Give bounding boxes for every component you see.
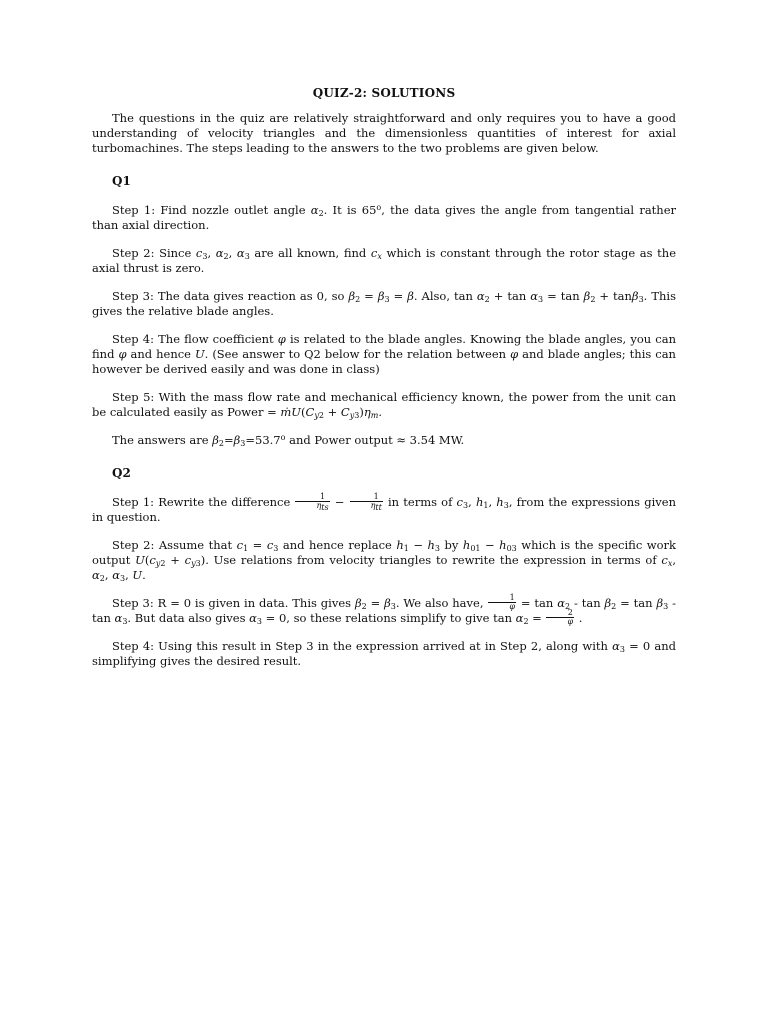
fraction-2-over-phi: $\frac{2}{\varphi}$: [546, 609, 574, 626]
fraction-1-over-eta-ts: $\frac{1}{\eta_{ts}}$: [295, 493, 329, 510]
fraction-1-over-phi: $\frac{1}{\varphi}$: [488, 594, 516, 611]
fraction-1-over-eta-tt: $\frac{1}{\eta_{tt}}$: [350, 493, 383, 510]
q1-step-3: Step 3: The data gives reaction as 0, so $\beta_2 = \beta_3 = \beta$. Also, $\tan \alpha_2 + \tan \alpha_3 = \tan \beta_2 + \tan\beta_3$. This gives the relative blade angles.: [92, 289, 676, 318]
section-heading-q2: Q2: [112, 466, 131, 480]
q2-step-1: Step 1: Rewrite the difference $\frac{1}{\eta_{ts}}$ − $\frac{1}{\eta_{tt}}$ in terms of $c_3$, $h_1$, $h_3$, from the expressions given in question.: [92, 491, 677, 524]
document-title: QUIZ-2: SOLUTIONS: [312, 86, 456, 100]
q2-step-3: Step 3: R = 0 is given in data. This gives $\beta_2 = \beta_3$. We also have, $\frac{1}{\varphi}$ = $\tan \alpha_2 - \tan \beta_2 = \tan \beta_3 - \tan \alpha_3$. But data also gives $\alpha_3 = 0$, so these relations simplify to give $\tan \alpha_2$ = $\frac{2}{\varphi}$ .: [92, 592, 676, 626]
section-heading-q1: Q1: [112, 174, 131, 188]
q1-step-1: Step 1: Find nozzle outlet angle $\alpha_2$. It is 65$^o$, the data gives the angle from tangential rather than axial direction.: [92, 203, 677, 232]
q1-step-4: Step 4: The flow coefficient φ is related to the blade angles. Knowing the blade angles, you can find φ and hence U. (See answer to Q2 below for the relation between φ and blade angles; this can however be derived easily and was done in class): [92, 332, 676, 376]
q1-answer: The answers are $\beta_2=\beta_3=53.7^o$ and Power output ≈ 3.54 MW.: [112, 433, 465, 448]
q1-step-5: Step 5: With the mass flow rate and mechanical efficiency known, the power from the unit can be calculated easily as Power = $ṁU(C_{y2} + C_{y3})\eta_m$.: [92, 390, 676, 420]
q1-step-2: Step 2: Since $c_3$, $\alpha_2$, $\alpha_3$ are all known, find $c_x$ which is constant through the rotor stage as the axial thrust is zero.: [92, 246, 677, 275]
q2-step-4: Step 4: Using this result in Step 3 in the expression arrived at in Step 2, along with $\alpha_3 = 0$ and simplifying gives the desired result.: [92, 639, 677, 668]
q2-step-2: Step 2: Assume that $c_1 = c_3$ and hence replace $h_1 - h_3$ by $h_{01} - h_{03}$ which is the specific work output $U(c_{y2} + c_{y3})$. Use relations from velocity triangles to rewrite the expression in terms of $c_x$, $\alpha_2$, $\alpha_3$, U.: [92, 538, 677, 583]
intro-paragraph: The questions in the quiz are relatively straightforward and only requires you to have a good understanding of velocity triangles and the dimensionless quantities of interest for axial turbomachines. The steps leading to the answers to the two problems are given below.: [92, 111, 676, 155]
document-page: [92, 86, 676, 682]
